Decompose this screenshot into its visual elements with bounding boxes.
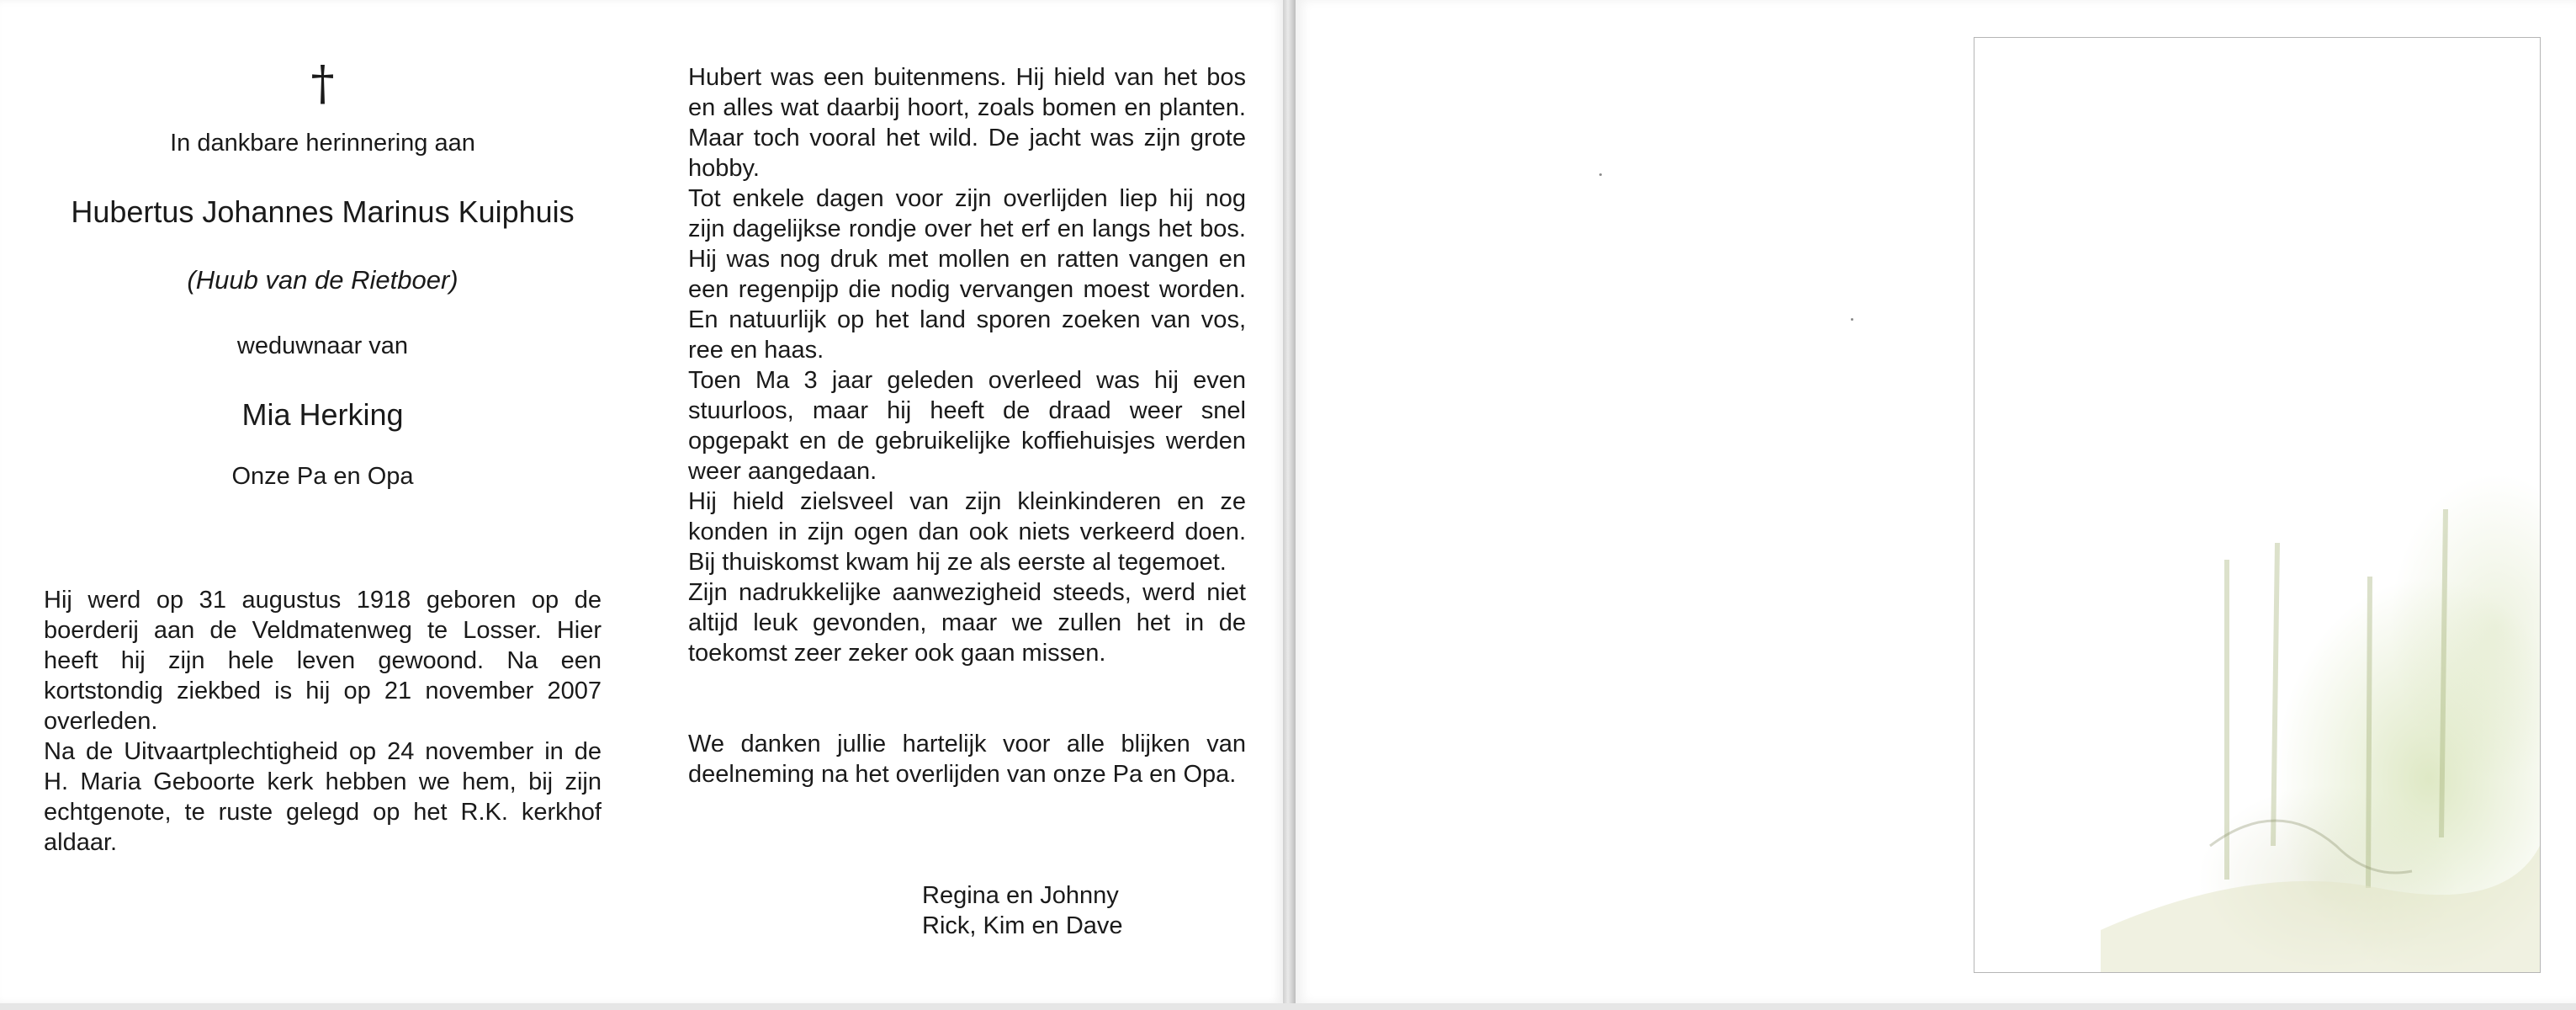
forest-picture-frame — [1974, 37, 2541, 973]
forest-path — [2101, 846, 2540, 972]
tree-trunk — [2273, 543, 2277, 846]
signature-block — [922, 880, 1123, 941]
biography-paragraph: Zijn nadrukkelijke aanwezigheid steeds, werd niet altijd leuk gevonden, maar we zullen het in de toekomst zeer zeker ook gaan missen. — [688, 579, 1246, 667]
cross-icon: † — [310, 56, 335, 111]
paper-speck — [1599, 173, 1602, 176]
biography-paragraph: Tot enkele dagen voor zijn overlijden liep hij nog zijn dagelijkse rondje over het erf en langs het bos. Hij was nog druk met mollen en ratten vangen en een regenpijp die nodig vervangen moest worden. En natuurlijk op het land sporen zoeken van vos, ree en haas. — [688, 185, 1246, 364]
rock-outline — [2210, 821, 2412, 873]
birth-paragraph: Hij werd op 31 augustus 1918 geboren op de boerderij aan de Veldmatenweg te Losser. Hier heeft hij zijn hele leven gewoond. Na een kortstondig ziekbed is hij op 21 november 2007 overleden. — [44, 587, 602, 735]
middle-column — [688, 62, 1246, 789]
biography-paragraph: Hubert was een buitenmens. Hij hield van het bos en alles wat daarbij hoort, zoals bomen en planten. Maar toch vooral het wild. De jacht was zijn grote hobby. — [688, 64, 1246, 182]
biography-paragraph: Toen Ma 3 jaar geleden overleed was hij even stuurloos, maar hij heeft de draad weer snel opgepakt en de gebruikelijke koffiehuisjes werden weer aangedaan. — [688, 367, 1246, 485]
widowed-line: weduwnaar van — [236, 332, 409, 359]
biography-paragraph: Hij hield zielsveel van zijn kleinkinderen en ze konden in zijn ogen dan ook niets verkeerd doen. Bij thuiskomst kwam hij ze als eerste al tegemoet. — [688, 488, 1246, 576]
left-column — [44, 50, 602, 858]
memorial-card-inner-left — [0, 0, 1283, 1003]
deceased-name: Hubertus Johannes Marinus Kuiphuis — [71, 194, 575, 229]
signature-line: Regina en Johnny — [922, 882, 1119, 909]
funeral-paragraph: Na de Uitvaartplechtigheid op 24 november in de H. Maria Geboorte kerk hebben we hem, bij zijn echtgenote, te ruste gelegd op het R.K. kerkhof aldaar. — [44, 738, 602, 856]
signature-line: Rick, Kim en Dave — [922, 912, 1123, 939]
thanks-paragraph: We danken jullie hartelijk voor alle blijken van deelneming na het overlijden van onze Pa en Opa. — [688, 731, 1246, 788]
scan-bottom-edge — [0, 1003, 2576, 1010]
card-fold — [1283, 0, 1296, 1010]
tree-trunk — [2441, 509, 2446, 837]
nickname: (Huub van de Rietboer) — [187, 265, 458, 295]
spouse-name: Mia Herking — [241, 397, 404, 432]
paper-speck — [1851, 318, 1853, 321]
relation-line: Onze Pa en Opa — [231, 463, 414, 490]
forest-scene-image — [1974, 38, 2540, 972]
intro-line: In dankbare herinnering aan — [170, 130, 475, 157]
tree-trunk — [2368, 577, 2370, 888]
